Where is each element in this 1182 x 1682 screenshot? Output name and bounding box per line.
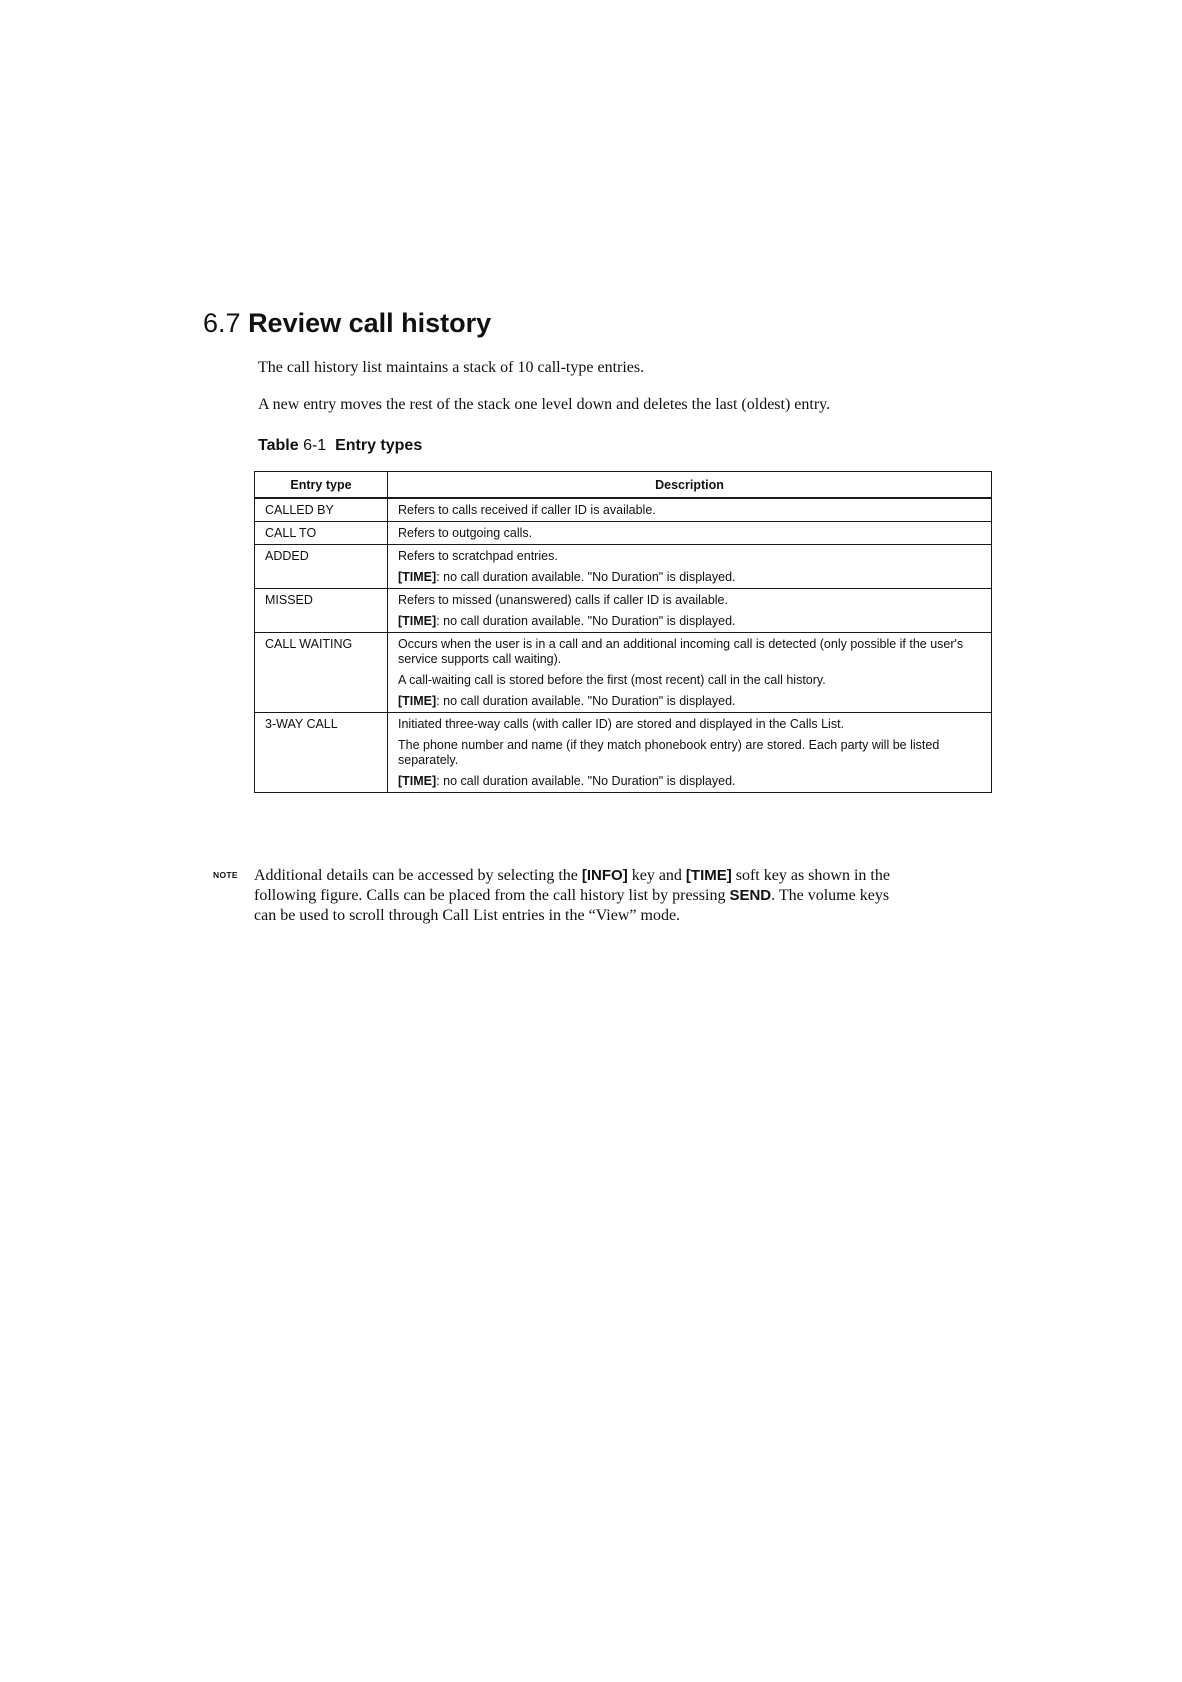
table-row xyxy=(255,589,992,633)
description-text: Refers to missed (unanswered) calls if caller ID is available. xyxy=(398,593,728,607)
description-line xyxy=(398,593,981,608)
table-row xyxy=(255,498,992,522)
intro-paragraph-2: A new entry moves the rest of the stack one level down and deletes the last (oldest) entry. xyxy=(258,396,831,413)
time-key: [TIME] xyxy=(685,867,732,884)
description-line xyxy=(398,738,981,768)
entry-type-cell: CALL WAITING xyxy=(255,633,388,713)
note-text: . The volume keys xyxy=(771,887,890,904)
description-cell xyxy=(388,522,992,545)
description-text: Refers to scratchpad entries. xyxy=(398,549,558,563)
entry-type-cell: ADDED xyxy=(255,545,388,589)
description-cell xyxy=(388,545,992,589)
table-caption-title: Entry types xyxy=(335,437,423,454)
entry-type-cell: CALL TO xyxy=(255,522,388,545)
column-header-entry-type: Entry type xyxy=(255,472,388,499)
intro-paragraph-1: The call history list maintains a stack of 10 call-type entries. xyxy=(258,359,645,376)
description-cell xyxy=(388,589,992,633)
note-label: NOTE xyxy=(213,870,238,880)
description-cell xyxy=(388,713,992,793)
time-key-label: [TIME] xyxy=(398,774,437,788)
note-line-2 xyxy=(254,886,994,906)
table-row xyxy=(255,522,992,545)
description-cell xyxy=(388,498,992,522)
description-line xyxy=(398,549,981,564)
description-text: Refers to calls received if caller ID is available. xyxy=(398,503,656,517)
description-line xyxy=(398,694,981,709)
description-line xyxy=(398,503,981,518)
table-row xyxy=(255,545,992,589)
description-text: : no call duration available. "No Duration" is displayed. xyxy=(436,614,736,628)
note-text: key and xyxy=(627,867,686,884)
description-line xyxy=(398,717,981,732)
table-caption xyxy=(258,436,422,456)
section-title: Review call history xyxy=(248,308,492,338)
description-cell xyxy=(388,633,992,713)
description-text: : no call duration available. "No Duration" is displayed. xyxy=(436,570,736,584)
description-text: : no call duration available. "No Duration" is displayed. xyxy=(436,774,736,788)
note-paragraph xyxy=(254,866,994,926)
table-caption-number: 6-1 xyxy=(303,437,327,454)
time-key-label: [TIME] xyxy=(398,570,437,584)
entry-type-cell: CALLED BY xyxy=(255,498,388,522)
description-line xyxy=(398,673,981,688)
description-text: The phone number and name (if they match phonebook entry) are stored. Each party will be listed separately. xyxy=(398,738,940,767)
time-key-label: [TIME] xyxy=(398,694,437,708)
note-text: following figure. Calls can be placed from the call history list by pressing xyxy=(254,887,730,904)
section-number: 6.7 xyxy=(203,308,241,338)
note-line-3: can be used to scroll through Call List entries in the “View” mode. xyxy=(254,907,681,924)
column-header-description: Description xyxy=(388,472,992,499)
description-line xyxy=(398,637,981,667)
description-line xyxy=(398,614,981,629)
description-text: : no call duration available. "No Duration" is displayed. xyxy=(436,694,736,708)
description-line xyxy=(398,570,981,585)
table-header-row xyxy=(255,472,992,499)
entry-type-cell: MISSED xyxy=(255,589,388,633)
entry-types-table xyxy=(254,471,992,793)
note-text: soft key as shown in the xyxy=(731,867,890,884)
description-line xyxy=(398,526,981,541)
entry-type-cell: 3-WAY CALL xyxy=(255,713,388,793)
section-heading xyxy=(203,306,491,340)
description-text: Occurs when the user is in a call and an additional incoming call is detected (only possible if the user's service supports call waiting). xyxy=(398,637,964,666)
note-text: Additional details can be accessed by selecting the xyxy=(254,867,582,884)
info-key: [INFO] xyxy=(581,867,628,884)
send-key: SEND xyxy=(729,887,772,904)
time-key-label: [TIME] xyxy=(398,614,437,628)
table-caption-label: Table xyxy=(258,437,299,454)
table-row xyxy=(255,713,992,793)
note-line-1 xyxy=(254,866,994,886)
description-line xyxy=(398,774,981,789)
description-text: A call-waiting call is stored before the first (most recent) call in the call history. xyxy=(398,673,826,687)
description-text: Initiated three-way calls (with caller ID) are stored and displayed in the Calls List. xyxy=(398,717,845,731)
description-text: Refers to outgoing calls. xyxy=(398,526,533,540)
table-row xyxy=(255,633,992,713)
table-body xyxy=(255,498,992,793)
